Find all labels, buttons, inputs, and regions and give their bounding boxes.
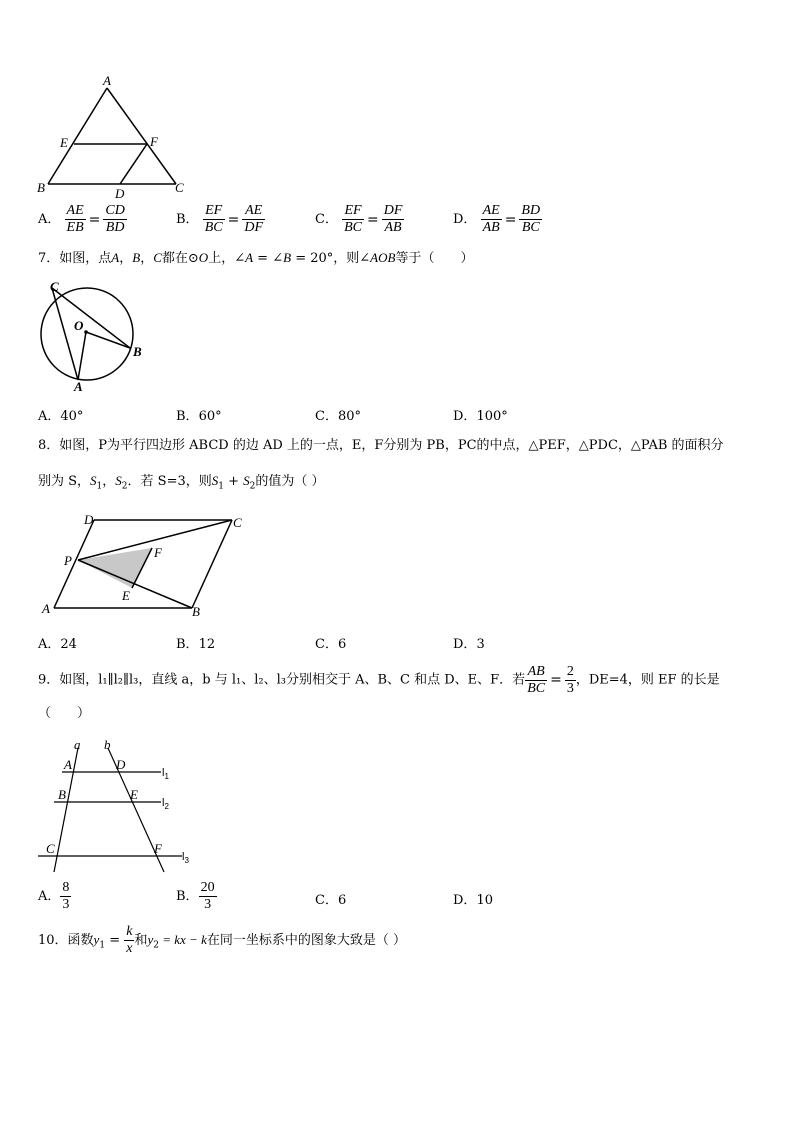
label-E: E <box>130 787 138 802</box>
q9-option-c[interactable]: C．6 <box>315 893 347 908</box>
label-C: C <box>50 279 59 294</box>
question-10: 10．函数$y_1$ = $\frac{k}{x}$ 和$y_2$ = kx − k在同一坐标系中的图象大致是（ ） <box>38 924 406 956</box>
q9-option-a[interactable]: A． $\frac{8}{3}$ <box>38 880 70 912</box>
q6-option-c[interactable]: C． $\frac{EF}{BC}$ = $\frac{DF}{AB}$ <box>315 203 403 235</box>
label-P: P <box>64 553 72 568</box>
label-F: F <box>150 134 158 149</box>
q9-option-b[interactable]: B． $\frac{20}{3}$ <box>176 880 215 912</box>
label-A: A <box>42 601 50 616</box>
label-B: B <box>192 604 200 619</box>
label-C: C <box>233 515 242 530</box>
label-C: C <box>46 841 55 856</box>
question-9-line-1: 9．如图，l₁∥l₂∥l₃，直线 a，b 与 l₁、l₂、l₃分别相交于 A、B、C 和点 D、E、F．若 $\frac{AB}{BC}$ = $\frac{2}{3}$ ，DE=4，则 EF 的长是 <box>38 663 720 696</box>
figure-circle-q7 <box>30 278 155 393</box>
q6-option-a[interactable]: A． $\frac{AE}{EB}$ = $\frac{CD}{BD}$ <box>38 203 125 235</box>
q7-option-a[interactable]: A．40° <box>38 409 84 424</box>
label-A: A <box>64 757 72 772</box>
figure-parallelogram-q8 <box>36 510 256 625</box>
question-7: 7．如图，点A，B，C都在⊙O上，∠A = ∠B = 20°，则∠AOB等于（ ） <box>38 250 474 266</box>
label-E: E <box>122 588 130 603</box>
q8-option-d[interactable]: D．3 <box>453 637 485 652</box>
label-l2: $l_2$ <box>162 797 169 811</box>
q7-option-b[interactable]: B．60° <box>176 409 222 424</box>
question-9-line-2: （ ） <box>38 706 91 721</box>
label-A: A <box>74 379 83 393</box>
figure-triangle-q6 <box>30 72 200 202</box>
question-8-line-2: 别为 S，$S_1$，$S_2$．若 S=3，则$S_1 + S_2$的值为（ ） <box>38 473 325 492</box>
label-B: B <box>58 787 66 802</box>
label-D: D <box>84 512 94 527</box>
label-F: F <box>154 545 162 560</box>
label-E: E <box>60 135 68 150</box>
label-l3: $l_3$ <box>182 851 189 865</box>
label-F: F <box>154 841 162 856</box>
q7-option-c[interactable]: C．80° <box>315 409 361 424</box>
label-B: B <box>133 344 142 359</box>
label-D: D <box>116 757 126 772</box>
label-a: a <box>74 738 81 752</box>
label-O: O <box>74 318 84 333</box>
q7-option-d[interactable]: D．100° <box>453 409 508 424</box>
q9-option-d[interactable]: D．10 <box>453 893 493 908</box>
label-B: B <box>37 180 45 195</box>
q6-option-d[interactable]: D． $\frac{AE}{AB}$ = $\frac{BD}{BC}$ <box>453 203 541 235</box>
label-l1: $l_1$ <box>162 767 169 781</box>
q8-option-a[interactable]: A．24 <box>38 637 77 652</box>
q8-option-c[interactable]: C．6 <box>315 637 347 652</box>
label-b: b <box>104 738 111 752</box>
figure-parallel-lines-q9 <box>34 738 204 873</box>
label-D: D <box>115 186 125 201</box>
label-C: C <box>175 180 184 195</box>
q8-option-b[interactable]: B．12 <box>176 637 216 652</box>
question-8-line-1: 8．如图，P为平行四边形 ABCD 的边 AD 上的一点，E，F分别为 PB，PC的中点，△PEF，△PDC，△PAB 的面积分 <box>38 438 724 453</box>
q6-option-b[interactable]: B． $\frac{EF}{BC}$ = $\frac{AE}{DF}$ <box>176 203 263 235</box>
label-A: A <box>103 73 111 88</box>
